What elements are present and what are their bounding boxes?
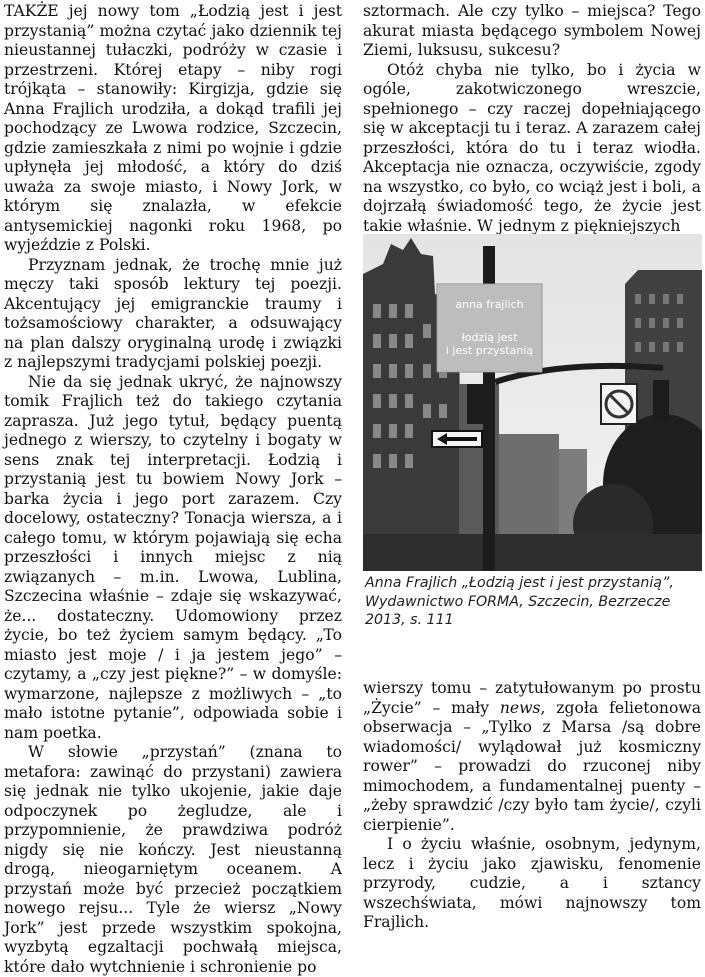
cover-title-line2: i jest przystanią bbox=[445, 344, 534, 357]
paragraph-8: I o życiu właśnie, osobnym, jedynym, lecz i życiu jako zjawisku, fenomenie przyrody, cudzie, a i sztancy wszechświata, mówi najnowszy tom Frajlich. bbox=[363, 835, 701, 931]
paragraph-6: Otóż chyba nie tylko, bo i życia w ogóle, zakotwiczonego wreszcie, spełnionego – czy raczej dopełniającego się w akceptacji tu i teraz. A zarazem całej przeszłości, która do tu i teraz wiodła. Akceptacja nie oznacza, oczywiście, zgody na wszystko, co było, co wciąż jest i boli, a dojrzałą świadomość tego, że życie jest takie właśnie. W jednym z piękniejszych bbox=[363, 60, 701, 235]
paragraph-7-emphasis: news bbox=[499, 698, 541, 717]
photo-caption: Anna Frajlich „Łodzią jest i jest przystanią”, Wydawnictwo FORMA, Szczecin, Bezrzecze 2013, s. 111 bbox=[365, 575, 674, 628]
paragraph-2: Przyznam jednak, że trochę mnie już męczy taki sposób lektury tej poezji. Akcentujący jej emigranckie traumy i tożsamościowy charakter, a odsuwający na plan dalszy oryginalną urodę i związki z najlepszymi tradycjami polskiej poezji. bbox=[4, 255, 342, 371]
paragraph-3: Nie da się jednak ukryć, że najnowszy tomik Frajlich też do takiego czytania zaprasza. Już jego tytuł, będący puentą jednego z wierszy, to czytelny i bogaty w sens znak tej interpretacji. Łodzią i przystanią jest tu bowiem Nowy Jork – barka życia i jego port zarazem. Czy docelowy, ostateczny? Tonacja wiersza, a i całego tomu, w którym pojawiają się echa przeszłości i innych miejsc z nią związanych – m.in. Lwowa, Lublina, Szczecina właśnie – zdaje się wskazywać, że... dostateczny. Udomowiony przez życie, bo też życiem samym będący. „To miasto jest moje / i ja jestem jego” – czytamy, a „czy jest piękne?” – w domyśle: wymarzone, najlepsze z możliwych – „to mało istotne pytanie”, odpowiada sobie i nam poetka. bbox=[4, 372, 342, 742]
article-right-column-top bbox=[363, 2, 701, 236]
cover-author: anna frajlich bbox=[455, 298, 524, 311]
cover-title-line1: łodzią jest bbox=[461, 331, 518, 344]
article-right-column-bottom bbox=[363, 679, 701, 933]
article-left-column bbox=[4, 2, 342, 977]
paragraph-7 bbox=[363, 679, 701, 835]
paragraph-5: sztormach. Ale czy tylko – miejsca? Tego akurat miasta będącego symbolem Nowej Ziemi, luksusu, sukcesu? bbox=[363, 2, 701, 59]
paragraph-1: TAKŻE jej nowy tom „Łodzią jest i jest przystanią” można czytać jako dziennik tej nieustannej tułaczki, podróży w czasie i przestrzeni. Której etapy – niby rogi trójkąta – stanowiły: Kirgizja, gdzie się Anna Frajlich urodziła, a dokąd trafili jej pochodzący ze Lwowa rodzice, Szczecin, gdzie zamieszkała z nimi po wojnie i gdzie upłynęła jej młodość, a który do dziś uważa za swoje miasto, i Nowy Jork, w którym się znalazła, w efekcie antysemickiej nagonki roku 1968, po wyjeździe z Polski. bbox=[4, 2, 342, 254]
paragraph-7-part-a: wierszy tomu – zatytułowanym po prostu „Życie” – mały bbox=[363, 679, 701, 717]
paragraph-4: W słowie „przystań” (znana to metafora: zawinąć do przystani) zawiera się jednak nie tylko ukojenie, jakie daje odpoczynek po żegludze, ale i przypomnienie, że prawdziwa podróż nigdy się nie kończy. Jest nieustanną drogą, nieogarniętym oceanem. A przystań może być przecież początkiem nowego rejsu... Tyle że wiersz „Nowy Jork” jest przede wszystkim spokojna, wyzbytą egzaltacji pochwałą miejsca, które dało wytchnienie i schronienie po bbox=[4, 743, 342, 976]
cover-sign bbox=[437, 284, 542, 372]
paragraph-7-part-b: , zgoła felietonowa obserwacja – „Tylko z Marsa /są dobre wiadomości/ wylądował już kosmiczny rower” – prowadzi do rzuconej niby mimochodem, a fundamentalnej puenty – „żeby sprawdzić /czy było tam życie/, czyli cierpienie”. bbox=[363, 698, 702, 834]
